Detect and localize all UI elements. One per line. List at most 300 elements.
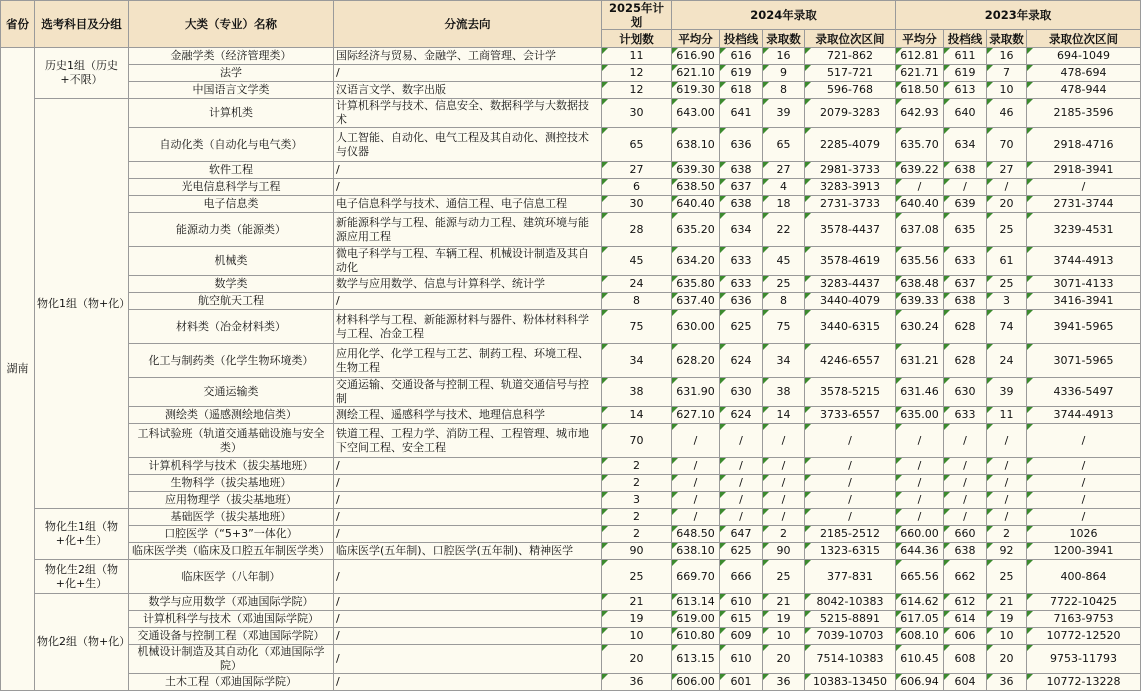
line-2024-cell: 625 [720, 543, 763, 560]
rank-2023-cell: 3239-4531 [1027, 213, 1141, 247]
major-name-cell: 材料类（冶金材料类） [129, 310, 334, 344]
admit-2024-cell: 36 [763, 674, 805, 691]
admit-2024-cell: / [763, 509, 805, 526]
direction-cell: 应用化学、化学工程与工艺、制药工程、环境工程、生物工程 [334, 344, 602, 378]
line-2024-cell: 624 [720, 407, 763, 424]
rank-2024-cell: 377-831 [805, 560, 896, 594]
line-2023-cell: 634 [944, 128, 987, 162]
avg-2023-cell: 642.93 [896, 99, 944, 128]
avg-2023-cell: 635.56 [896, 247, 944, 276]
major-name-cell: 软件工程 [129, 162, 334, 179]
subject-group-cell: 物化1组（物+化） [35, 99, 129, 509]
avg-2023-cell: / [896, 179, 944, 196]
line-2023-cell: 638 [944, 162, 987, 179]
rank-2023-cell: 9753-11793 [1027, 645, 1141, 674]
line-2024-cell: / [720, 509, 763, 526]
admit-2023-cell: / [987, 424, 1027, 458]
major-name-cell: 基础医学（拔尖基地班） [129, 509, 334, 526]
rank-2023-cell: 3744-4913 [1027, 247, 1141, 276]
table-header [1, 1, 1141, 48]
plan-cell: 14 [602, 407, 672, 424]
line-2023-cell: 606 [944, 628, 987, 645]
admit-2024-cell: / [763, 458, 805, 475]
rank-2024-cell: 2981-3733 [805, 162, 896, 179]
subject-group-cell: 物化生1组（物+化+生） [35, 509, 129, 560]
direction-cell: / [334, 645, 602, 674]
avg-2023-cell: 631.46 [896, 378, 944, 407]
direction-cell: / [334, 458, 602, 475]
plan-cell: 34 [602, 344, 672, 378]
admit-2023-cell: 25 [987, 213, 1027, 247]
avg-2024-cell: / [672, 509, 720, 526]
direction-cell: / [334, 475, 602, 492]
rank-2024-cell: / [805, 509, 896, 526]
plan-cell: 20 [602, 645, 672, 674]
rank-2024-cell: 3440-4079 [805, 293, 896, 310]
avg-2024-cell: 638.10 [672, 543, 720, 560]
admit-2023-cell: 61 [987, 247, 1027, 276]
major-name-cell: 口腔医学（“5+3”一体化） [129, 526, 334, 543]
admit-2024-cell: 45 [763, 247, 805, 276]
rank-2023-cell: 478-694 [1027, 65, 1141, 82]
admit-2024-cell: 19 [763, 611, 805, 628]
table-row [1, 526, 1141, 543]
admit-2023-cell: 27 [987, 162, 1027, 179]
table-row [1, 475, 1141, 492]
admit-2023-cell: 7 [987, 65, 1027, 82]
avg-2024-cell: 631.90 [672, 378, 720, 407]
rank-2024-cell: 3578-5215 [805, 378, 896, 407]
line-2024-cell: 619 [720, 65, 763, 82]
avg-2024-cell: 616.90 [672, 48, 720, 65]
rank-2023-cell: 3744-4913 [1027, 407, 1141, 424]
line-2023-cell: 633 [944, 247, 987, 276]
table-row [1, 543, 1141, 560]
subject-group-cell: 物化生2组（物+化+生） [35, 560, 129, 594]
line-2024-cell: 633 [720, 247, 763, 276]
major-name-cell: 应用物理学（拔尖基地班） [129, 492, 334, 509]
header-direction: 分流去向 [334, 1, 602, 48]
table-row [1, 407, 1141, 424]
line-2023-cell: 612 [944, 594, 987, 611]
admit-2024-cell: 75 [763, 310, 805, 344]
admit-2024-cell: / [763, 475, 805, 492]
major-name-cell: 计算机科学与技术（拔尖基地班） [129, 458, 334, 475]
avg-2023-cell: 631.21 [896, 344, 944, 378]
admit-2024-cell: 21 [763, 594, 805, 611]
rank-2024-cell: / [805, 475, 896, 492]
avg-2023-cell: / [896, 492, 944, 509]
direction-cell: 微电子科学与工程、车辆工程、机械设计制造及其自动化 [334, 247, 602, 276]
admit-2023-cell: 39 [987, 378, 1027, 407]
admit-2023-cell: 36 [987, 674, 1027, 691]
avg-2024-cell: 639.30 [672, 162, 720, 179]
rank-2023-cell: 3941-5965 [1027, 310, 1141, 344]
direction-cell: 临床医学(五年制)、口腔医学(五年制)、精神医学 [334, 543, 602, 560]
avg-2024-cell: 628.20 [672, 344, 720, 378]
direction-cell: 国际经济与贸易、金融学、工商管理、会计学 [334, 48, 602, 65]
admit-2024-cell: 8 [763, 293, 805, 310]
table-row [1, 213, 1141, 247]
direction-cell: / [334, 293, 602, 310]
avg-2024-cell: 648.50 [672, 526, 720, 543]
line-2024-cell: 638 [720, 162, 763, 179]
plan-cell: 19 [602, 611, 672, 628]
admit-2023-cell: 25 [987, 276, 1027, 293]
line-2024-cell: / [720, 424, 763, 458]
rank-2024-cell: 10383-13450 [805, 674, 896, 691]
avg-2024-cell: 640.40 [672, 196, 720, 213]
rank-2024-cell: 3440-6315 [805, 310, 896, 344]
line-2024-cell: 641 [720, 99, 763, 128]
plan-cell: 30 [602, 99, 672, 128]
subject-group-cell: 历史1组（历史+不限） [35, 48, 129, 99]
line-2024-cell: 666 [720, 560, 763, 594]
line-2023-cell: / [944, 458, 987, 475]
direction-cell: 测绘工程、遥感科学与技术、地理信息科学 [334, 407, 602, 424]
avg-2023-cell: 635.70 [896, 128, 944, 162]
avg-2023-cell: 639.33 [896, 293, 944, 310]
table-body [1, 48, 1141, 691]
plan-cell: 3 [602, 492, 672, 509]
table-row [1, 196, 1141, 213]
plan-cell: 36 [602, 674, 672, 691]
line-2023-cell: 619 [944, 65, 987, 82]
header-plan-count: 计划数 [602, 30, 672, 48]
major-name-cell: 临床医学类（临床及口腔五年制医学类） [129, 543, 334, 560]
table-row [1, 162, 1141, 179]
line-2024-cell: 633 [720, 276, 763, 293]
major-name-cell: 法学 [129, 65, 334, 82]
direction-cell: 新能源科学与工程、能源与动力工程、建筑环境与能源应用工程 [334, 213, 602, 247]
admit-2024-cell: 25 [763, 276, 805, 293]
rank-2023-cell: / [1027, 509, 1141, 526]
avg-2024-cell: 634.20 [672, 247, 720, 276]
avg-2023-cell: 612.81 [896, 48, 944, 65]
line-2024-cell: 615 [720, 611, 763, 628]
table-row [1, 458, 1141, 475]
major-name-cell: 生物科学（拔尖基地班） [129, 475, 334, 492]
plan-cell: 2 [602, 509, 672, 526]
major-name-cell: 化工与制药类（化学生物环境类） [129, 344, 334, 378]
line-2024-cell: / [720, 492, 763, 509]
admit-2023-cell: 46 [987, 99, 1027, 128]
header-2023-admit: 录取数 [987, 30, 1027, 48]
plan-cell: 2 [602, 458, 672, 475]
major-name-cell: 交通设备与控制工程（邓迪国际学院） [129, 628, 334, 645]
line-2024-cell: / [720, 475, 763, 492]
admit-2024-cell: 16 [763, 48, 805, 65]
rank-2024-cell: 3578-4437 [805, 213, 896, 247]
avg-2023-cell: 660.00 [896, 526, 944, 543]
admit-2024-cell: 20 [763, 645, 805, 674]
header-plan-year: 2025年计划 [602, 1, 672, 30]
major-name-cell: 临床医学（八年制） [129, 560, 334, 594]
avg-2023-cell: 630.24 [896, 310, 944, 344]
rank-2024-cell: 2285-4079 [805, 128, 896, 162]
major-name-cell: 计算机类 [129, 99, 334, 128]
direction-cell: / [334, 594, 602, 611]
rank-2023-cell: 2731-3744 [1027, 196, 1141, 213]
table-row [1, 310, 1141, 344]
subject-group-cell: 物化2组（物+化） [35, 594, 129, 691]
header-2024-avg: 平均分 [672, 30, 720, 48]
line-2024-cell: 637 [720, 179, 763, 196]
table-row [1, 99, 1141, 128]
avg-2024-cell: 619.00 [672, 611, 720, 628]
rank-2024-cell: 3283-4437 [805, 276, 896, 293]
line-2023-cell: 614 [944, 611, 987, 628]
line-2024-cell: 647 [720, 526, 763, 543]
rank-2024-cell: 5215-8891 [805, 611, 896, 628]
rank-2023-cell: 10772-13228 [1027, 674, 1141, 691]
rank-2024-cell: 721-862 [805, 48, 896, 65]
avg-2023-cell: / [896, 509, 944, 526]
table-row [1, 276, 1141, 293]
rank-2024-cell: 596-768 [805, 82, 896, 99]
line-2023-cell: / [944, 179, 987, 196]
line-2023-cell: 637 [944, 276, 987, 293]
admit-2024-cell: 90 [763, 543, 805, 560]
admit-2023-cell: 11 [987, 407, 1027, 424]
admit-2023-cell: / [987, 179, 1027, 196]
admit-2024-cell: 39 [763, 99, 805, 128]
direction-cell: / [334, 162, 602, 179]
province-cell: 湖南 [1, 48, 35, 691]
line-2024-cell: 630 [720, 378, 763, 407]
rank-2023-cell: / [1027, 475, 1141, 492]
rank-2023-cell: / [1027, 424, 1141, 458]
admit-2024-cell: 27 [763, 162, 805, 179]
header-2023: 2023年录取 [896, 1, 1141, 30]
header-major: 大类（专业）名称 [129, 1, 334, 48]
rank-2023-cell: 4336-5497 [1027, 378, 1141, 407]
header-2023-avg: 平均分 [896, 30, 944, 48]
rank-2024-cell: 4246-6557 [805, 344, 896, 378]
avg-2024-cell: 638.10 [672, 128, 720, 162]
admit-2024-cell: 65 [763, 128, 805, 162]
avg-2024-cell: 621.10 [672, 65, 720, 82]
admit-2024-cell: / [763, 424, 805, 458]
direction-cell: / [334, 509, 602, 526]
line-2024-cell: 610 [720, 645, 763, 674]
major-name-cell: 机械设计制造及其自动化（邓迪国际学院） [129, 645, 334, 674]
avg-2023-cell: 610.45 [896, 645, 944, 674]
rank-2024-cell: 7039-10703 [805, 628, 896, 645]
plan-cell: 8 [602, 293, 672, 310]
header-2024-rank: 录取位次区间 [805, 30, 896, 48]
rank-2023-cell: 3071-5965 [1027, 344, 1141, 378]
line-2023-cell: 611 [944, 48, 987, 65]
avg-2024-cell: 638.50 [672, 179, 720, 196]
plan-cell: 12 [602, 82, 672, 99]
plan-cell: 11 [602, 48, 672, 65]
rank-2024-cell: 517-721 [805, 65, 896, 82]
line-2024-cell: 634 [720, 213, 763, 247]
rank-2024-cell: 2731-3733 [805, 196, 896, 213]
avg-2023-cell: 644.36 [896, 543, 944, 560]
admit-2023-cell: 20 [987, 645, 1027, 674]
major-name-cell: 数学与应用数学（邓迪国际学院） [129, 594, 334, 611]
plan-cell: 21 [602, 594, 672, 611]
line-2023-cell: / [944, 509, 987, 526]
plan-cell: 24 [602, 276, 672, 293]
rank-2023-cell: 2185-3596 [1027, 99, 1141, 128]
table-row [1, 645, 1141, 674]
line-2024-cell: 624 [720, 344, 763, 378]
admit-2024-cell: 8 [763, 82, 805, 99]
table-row [1, 293, 1141, 310]
line-2023-cell: 660 [944, 526, 987, 543]
table-row [1, 179, 1141, 196]
line-2024-cell: 638 [720, 196, 763, 213]
line-2023-cell: 635 [944, 213, 987, 247]
admit-2023-cell: 2 [987, 526, 1027, 543]
plan-cell: 27 [602, 162, 672, 179]
table-row [1, 509, 1141, 526]
direction-cell: / [334, 560, 602, 594]
line-2023-cell: 613 [944, 82, 987, 99]
rank-2023-cell: 3416-3941 [1027, 293, 1141, 310]
rank-2023-cell: 694-1049 [1027, 48, 1141, 65]
admit-2023-cell: 3 [987, 293, 1027, 310]
avg-2023-cell: 617.05 [896, 611, 944, 628]
major-name-cell: 计算机科学与技术（邓迪国际学院） [129, 611, 334, 628]
admit-2023-cell: 10 [987, 82, 1027, 99]
avg-2023-cell: 618.50 [896, 82, 944, 99]
avg-2024-cell: 613.14 [672, 594, 720, 611]
major-name-cell: 金融学类（经济管理类） [129, 48, 334, 65]
major-name-cell: 自动化类（自动化与电气类） [129, 128, 334, 162]
admit-2024-cell: 22 [763, 213, 805, 247]
rank-2024-cell: / [805, 424, 896, 458]
avg-2024-cell: 669.70 [672, 560, 720, 594]
table-row [1, 82, 1141, 99]
admit-2024-cell: 25 [763, 560, 805, 594]
plan-cell: 10 [602, 628, 672, 645]
avg-2024-cell: 606.00 [672, 674, 720, 691]
direction-cell: 铁道工程、工程力学、消防工程、工程管理、城市地下空间工程、安全工程 [334, 424, 602, 458]
rank-2023-cell: 478-944 [1027, 82, 1141, 99]
avg-2024-cell: 610.80 [672, 628, 720, 645]
admit-2023-cell: 19 [987, 611, 1027, 628]
admit-2024-cell: 10 [763, 628, 805, 645]
plan-cell: 30 [602, 196, 672, 213]
line-2023-cell: 608 [944, 645, 987, 674]
admit-2023-cell: 92 [987, 543, 1027, 560]
major-name-cell: 中国语言文学类 [129, 82, 334, 99]
table-row [1, 674, 1141, 691]
header-2023-rank: 录取位次区间 [1027, 30, 1141, 48]
line-2023-cell: / [944, 424, 987, 458]
avg-2023-cell: / [896, 458, 944, 475]
header-2024-line: 投档线 [720, 30, 763, 48]
avg-2023-cell: 635.00 [896, 407, 944, 424]
admit-2023-cell: / [987, 509, 1027, 526]
header-2023-line: 投档线 [944, 30, 987, 48]
plan-cell: 25 [602, 560, 672, 594]
header-2024: 2024年录取 [672, 1, 896, 30]
table-row [1, 344, 1141, 378]
avg-2024-cell: 627.10 [672, 407, 720, 424]
rank-2023-cell: 3071-4133 [1027, 276, 1141, 293]
avg-2024-cell: 635.20 [672, 213, 720, 247]
major-name-cell: 数学类 [129, 276, 334, 293]
plan-cell: 75 [602, 310, 672, 344]
avg-2023-cell: 608.10 [896, 628, 944, 645]
table-row [1, 65, 1141, 82]
admit-2023-cell: / [987, 492, 1027, 509]
line-2023-cell: / [944, 475, 987, 492]
line-2024-cell: 601 [720, 674, 763, 691]
major-name-cell: 测绘类（遥感测绘地信类） [129, 407, 334, 424]
header-2024-admit: 录取数 [763, 30, 805, 48]
admit-2023-cell: 21 [987, 594, 1027, 611]
avg-2024-cell: 635.80 [672, 276, 720, 293]
line-2024-cell: 636 [720, 293, 763, 310]
rank-2023-cell: 400-864 [1027, 560, 1141, 594]
direction-cell: 汉语言文学、数字出版 [334, 82, 602, 99]
admit-2024-cell: 4 [763, 179, 805, 196]
line-2023-cell: 628 [944, 310, 987, 344]
table-row [1, 247, 1141, 276]
rank-2024-cell: / [805, 458, 896, 475]
avg-2024-cell: / [672, 492, 720, 509]
admit-2023-cell: 24 [987, 344, 1027, 378]
avg-2023-cell: 640.40 [896, 196, 944, 213]
direction-cell: / [334, 65, 602, 82]
direction-cell: / [334, 526, 602, 543]
rank-2023-cell: / [1027, 179, 1141, 196]
admit-2024-cell: 34 [763, 344, 805, 378]
admit-2024-cell: 9 [763, 65, 805, 82]
table-row [1, 560, 1141, 594]
rank-2024-cell: 3733-6557 [805, 407, 896, 424]
major-name-cell: 工科试验班（轨道交通基础设施与安全类） [129, 424, 334, 458]
header-province: 省份 [1, 1, 35, 48]
line-2023-cell: 639 [944, 196, 987, 213]
rank-2024-cell: 1323-6315 [805, 543, 896, 560]
rank-2024-cell: 3283-3913 [805, 179, 896, 196]
direction-cell: 电子信息科学与技术、通信工程、电子信息工程 [334, 196, 602, 213]
admit-2024-cell: 2 [763, 526, 805, 543]
table-row [1, 378, 1141, 407]
avg-2024-cell: 643.00 [672, 99, 720, 128]
table-row [1, 611, 1141, 628]
plan-cell: 65 [602, 128, 672, 162]
rank-2024-cell: 7514-10383 [805, 645, 896, 674]
line-2023-cell: 628 [944, 344, 987, 378]
direction-cell: / [334, 628, 602, 645]
avg-2023-cell: 665.56 [896, 560, 944, 594]
table-row [1, 492, 1141, 509]
admit-2023-cell: 74 [987, 310, 1027, 344]
plan-cell: 45 [602, 247, 672, 276]
avg-2023-cell: 606.94 [896, 674, 944, 691]
major-name-cell: 光电信息科学与工程 [129, 179, 334, 196]
rank-2023-cell: 1026 [1027, 526, 1141, 543]
rank-2023-cell: 1200-3941 [1027, 543, 1141, 560]
admit-2024-cell: 14 [763, 407, 805, 424]
major-name-cell: 电子信息类 [129, 196, 334, 213]
line-2023-cell: 638 [944, 543, 987, 560]
plan-cell: 2 [602, 475, 672, 492]
line-2023-cell: 638 [944, 293, 987, 310]
plan-cell: 6 [602, 179, 672, 196]
plan-cell: 2 [602, 526, 672, 543]
line-2024-cell: 636 [720, 128, 763, 162]
rank-2023-cell: / [1027, 458, 1141, 475]
